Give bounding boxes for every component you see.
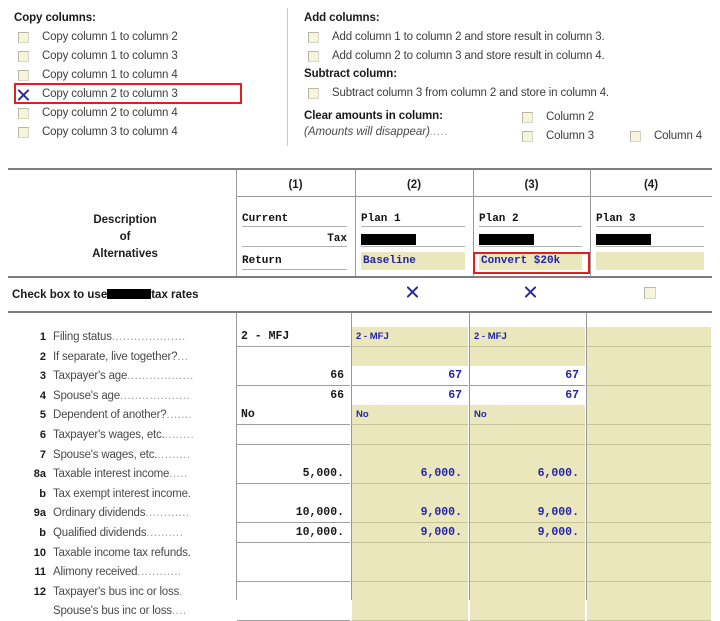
row-label-text-10: Ordinary dividends xyxy=(53,507,146,520)
plan-header-3-line1: Plan 2 xyxy=(479,212,582,227)
cell-value-r8-c2: 6,000. xyxy=(420,467,462,481)
row-label-text-15: Spouse's bus inc or loss xyxy=(53,605,172,618)
row-label-dots-10: ............ xyxy=(145,507,190,520)
cell-value-r1-c3: 2 - MFJ xyxy=(474,331,507,342)
column-number-1: (1) xyxy=(288,179,303,191)
use-tax-rates-label-before: Check box to use xyxy=(12,289,108,301)
row-label-5 xyxy=(53,405,233,425)
copy-column-label-5: Copy column 3 to column 4 xyxy=(42,126,178,138)
row-label-text-5: Dependent of another? xyxy=(53,409,167,422)
row-number-11: b xyxy=(39,527,46,539)
row-label-6 xyxy=(53,425,233,445)
row-label-dots-5: ....... xyxy=(166,409,193,422)
cell-r10-c2[interactable] xyxy=(352,503,468,523)
cell-r13-c3[interactable] xyxy=(470,562,585,582)
row-label-dots-1: .................... xyxy=(111,331,186,343)
cell-value-r4-c3: 67 xyxy=(565,388,579,402)
row-label-text-6: Taxpayer's wages, etc. xyxy=(53,429,165,441)
cell-r4-c3[interactable] xyxy=(470,386,585,406)
table-top-rule xyxy=(8,168,712,170)
cell-r14-c2[interactable] xyxy=(352,582,468,602)
column-number-3: (3) xyxy=(524,179,539,191)
cell-r13-c2[interactable] xyxy=(352,562,468,582)
row-number-3: 3 xyxy=(39,370,46,383)
clear-amounts-title: Clear amounts in column: xyxy=(304,110,443,122)
cell-r10-c1[interactable] xyxy=(237,503,350,523)
clear-column-4-label: Column 4 xyxy=(654,130,703,142)
copy-column-label-1: Copy column 1 to column 3 xyxy=(42,50,178,62)
column-number-rule xyxy=(236,196,712,197)
cell-r5-c3[interactable] xyxy=(470,405,585,425)
row-label-3 xyxy=(53,366,233,386)
cell-r12-c4[interactable] xyxy=(587,543,711,563)
cell-r9-c1[interactable] xyxy=(237,484,350,504)
row-label-dots-8: ..... xyxy=(169,468,188,481)
row-number-12: 10 xyxy=(33,546,46,559)
cell-value-r3-c2: 67 xyxy=(448,369,462,383)
plan-header-4-line2 xyxy=(596,232,704,247)
desc-line-1: Description xyxy=(93,214,157,226)
cell-r5-c4[interactable] xyxy=(587,405,711,425)
row-label-text-3: Taxpayer's age xyxy=(53,370,128,383)
row-label-text-2: If separate, live together? xyxy=(53,350,178,363)
cell-r14-c1[interactable] xyxy=(237,582,350,602)
cell-r5-c2[interactable] xyxy=(352,405,468,425)
plan-header-2-line1: Plan 1 xyxy=(361,212,465,227)
desc-line-2: of xyxy=(119,231,131,243)
row-number-7: 7 xyxy=(39,448,46,461)
cell-r4-c1[interactable] xyxy=(237,386,350,406)
row-label-text-12: Taxable income tax refunds. xyxy=(53,546,191,559)
row-label-text-8: Taxable interest income xyxy=(53,468,170,481)
column-number-4: (4) xyxy=(643,179,659,191)
cell-r14-c3[interactable] xyxy=(470,582,585,602)
redacted-text-bar xyxy=(107,289,151,299)
check-mark-icon-col2 xyxy=(407,286,420,299)
row-label-text-14: Taxpayer's bus inc or loss xyxy=(53,585,180,598)
cell-r8-c4[interactable] xyxy=(587,464,711,484)
check-mark-icon-col3 xyxy=(525,286,538,299)
cell-value-r4-c1: 66 xyxy=(330,388,344,402)
add-column-label-1: Add column 2 to column 3 and store result in column 4. xyxy=(332,50,605,62)
row-number-4: 4 xyxy=(39,389,46,402)
row-number-9: b xyxy=(39,487,46,500)
row-label-text-7: Spouse's wages, etc. xyxy=(53,448,158,461)
row-label-dots-2: ... xyxy=(177,350,189,363)
cell-r11-c2[interactable] xyxy=(352,523,468,543)
plan-header-2-redacted-bar xyxy=(361,234,416,245)
row-number-10: 9a xyxy=(33,507,46,520)
add-column-label-0: Add column 1 to column 2 and store result in column 3. xyxy=(332,31,605,43)
cell-r9-c4[interactable] xyxy=(587,484,711,504)
use-tax-rates-checkbox-col4[interactable] xyxy=(644,285,658,301)
cell-r2-c3[interactable] xyxy=(470,347,585,367)
cell-r4-c2[interactable] xyxy=(352,386,468,406)
row-label-7 xyxy=(53,445,233,465)
plan-header-4-line3[interactable] xyxy=(596,252,704,270)
row-number-1: 1 xyxy=(39,331,46,343)
cell-r1-c2[interactable] xyxy=(352,327,468,347)
cell-value-r10-c2: 9,000. xyxy=(420,506,462,520)
row-number-5: 5 xyxy=(39,409,46,422)
cell-r12-c1[interactable] xyxy=(237,543,350,563)
row-label-dots-14: . xyxy=(179,585,183,598)
subtract-column-label-0: Subtract column 3 from column 2 and store in column 4. xyxy=(332,87,609,99)
row-number-13: 11 xyxy=(34,566,46,579)
cell-value-r1-c1: 2 - MFJ xyxy=(241,330,290,343)
row-label-9 xyxy=(53,484,233,504)
cell-r13-c4[interactable] xyxy=(587,562,711,582)
cell-r8-c1[interactable] xyxy=(237,464,350,484)
cell-value-r4-c2: 67 xyxy=(448,388,462,402)
cell-r10-c4[interactable] xyxy=(587,503,711,523)
cell-r3-c3[interactable] xyxy=(470,366,585,386)
cell-value-r3-c3: 67 xyxy=(565,369,579,383)
cell-r6-c1[interactable] xyxy=(237,425,350,445)
cell-r9-c3[interactable] xyxy=(470,484,585,504)
plan-header-2-line3[interactable]: Baseline xyxy=(361,252,465,270)
cell-r7-c1[interactable] xyxy=(237,445,350,465)
row-label-text-1: Filing status xyxy=(53,331,112,343)
copy-column-label-2: Copy column 1 to column 4 xyxy=(42,69,178,81)
row-label-text-11: Qualified dividends xyxy=(53,527,147,539)
plan-header-2-line2 xyxy=(361,232,465,247)
cell-value-r11-c1: 10,000. xyxy=(295,526,344,539)
row-label-1 xyxy=(53,327,233,347)
cell-value-r10-c3: 9,000. xyxy=(537,506,579,520)
checkbox-row-bottom-rule xyxy=(8,311,712,313)
cell-r8-c3[interactable] xyxy=(470,464,585,484)
cell-r14-c4[interactable] xyxy=(587,582,711,602)
use-tax-rates-label xyxy=(12,288,199,302)
copy-columns-title: Copy columns: xyxy=(14,12,96,24)
cell-r11-c3[interactable] xyxy=(470,523,585,543)
add-columns-title: Add columns: xyxy=(304,12,380,24)
row-label-15 xyxy=(53,601,233,621)
cell-r11-c1[interactable] xyxy=(237,523,350,543)
plan-header-3-redacted-bar xyxy=(479,234,534,245)
plan-header-4-redacted-bar xyxy=(596,234,651,245)
cell-value-r5-c3: No xyxy=(474,409,487,421)
cell-r12-c3[interactable] xyxy=(470,543,585,563)
cell-value-r8-c1: 5,000. xyxy=(302,467,344,481)
cell-r6-c3[interactable] xyxy=(470,425,585,445)
cell-r15-c3[interactable] xyxy=(470,601,585,621)
cell-r7-c4[interactable] xyxy=(587,445,711,465)
cell-r3-c4[interactable] xyxy=(587,366,711,386)
row-label-2 xyxy=(53,347,233,367)
cell-r3-c1[interactable] xyxy=(237,366,350,386)
cell-r7-c2[interactable] xyxy=(352,445,468,465)
row-label-14 xyxy=(53,582,233,602)
cell-r8-c2[interactable] xyxy=(352,464,468,484)
row-label-dots-15: .... xyxy=(171,605,187,618)
cell-value-r11-c2: 9,000. xyxy=(420,526,462,539)
table-header-bottom-rule xyxy=(8,276,712,278)
row-label-dots-4: ................... xyxy=(119,389,191,402)
cell-r1-c1[interactable] xyxy=(237,327,350,347)
row-label-text-4: Spouse's age xyxy=(53,389,120,402)
column-number-2: (2) xyxy=(406,179,422,191)
cell-r3-c2[interactable] xyxy=(352,366,468,386)
plan-header-3-line2 xyxy=(479,232,582,247)
cell-r2-c4[interactable] xyxy=(587,347,711,367)
row-label-4 xyxy=(53,386,233,406)
cell-value-r5-c1: No xyxy=(241,408,255,422)
row-number-2: 2 xyxy=(39,350,46,363)
cell-value-r8-c3: 6,000. xyxy=(537,467,579,481)
row-label-dots-7: ......... xyxy=(157,448,191,461)
plan-header-3-line3[interactable]: Convert $20k xyxy=(479,252,582,270)
clear-amounts-note-text: (Amounts will disappear) xyxy=(304,126,430,138)
cell-r13-c1[interactable] xyxy=(237,562,350,582)
row-number-6: 6 xyxy=(39,429,46,441)
cell-r15-c2[interactable] xyxy=(352,601,468,621)
copy-column-label-3: Copy column 2 to column 3 xyxy=(42,88,178,100)
plan-header-1-line2: Tax xyxy=(242,232,347,247)
cell-r1-c3[interactable] xyxy=(470,327,585,347)
cell-r10-c3[interactable] xyxy=(470,503,585,523)
cell-value-r1-c2: 2 - MFJ xyxy=(356,331,389,342)
cell-r15-c4[interactable] xyxy=(587,601,711,621)
desc-line-3: Alternatives xyxy=(92,248,158,260)
row-label-8 xyxy=(53,464,233,484)
row-label-text-9: Tax exempt interest income. xyxy=(53,487,191,500)
row-number-8: 8a xyxy=(33,468,46,481)
cell-value-r5-c2: No xyxy=(356,409,369,421)
row-label-text-13: Alimony received xyxy=(53,566,138,579)
cell-r1-c4[interactable] xyxy=(587,327,711,347)
clear-amounts-note-dots: ..... xyxy=(429,126,449,138)
row-label-13 xyxy=(53,562,233,582)
row-label-dots-6: ........ xyxy=(164,429,195,441)
row-label-dots-13: ............ xyxy=(137,566,182,579)
use-tax-rates-checkbox-col2[interactable] xyxy=(407,285,421,301)
cell-r2-c1[interactable] xyxy=(237,347,350,367)
clear-column-3-label: Column 3 xyxy=(546,130,595,142)
clear-column-2-label: Column 2 xyxy=(546,111,595,123)
subtract-column-title: Subtract column: xyxy=(304,68,397,80)
use-tax-rates-checkbox-col3[interactable] xyxy=(525,285,539,301)
cell-r6-c4[interactable] xyxy=(587,425,711,445)
cell-r7-c3[interactable] xyxy=(470,445,585,465)
cell-r6-c2[interactable] xyxy=(352,425,468,445)
cell-value-r10-c1: 10,000. xyxy=(295,506,344,520)
cell-r9-c2[interactable] xyxy=(352,484,468,504)
row-label-12 xyxy=(53,543,233,563)
row-label-11 xyxy=(53,523,233,543)
row-number-14: 12 xyxy=(33,585,46,598)
cell-r11-c4[interactable] xyxy=(587,523,711,543)
cell-r15-c1[interactable] xyxy=(237,601,350,621)
cell-value-r3-c1: 66 xyxy=(330,369,344,383)
plan-header-1-line1: Current xyxy=(242,212,347,227)
cell-value-r11-c3: 9,000. xyxy=(537,526,579,539)
row-label-10 xyxy=(53,503,233,523)
description-of-alternatives-heading xyxy=(14,212,236,263)
cell-r12-c2[interactable] xyxy=(352,543,468,563)
copy-column-label-0: Copy column 1 to column 2 xyxy=(42,31,178,43)
copy-column-label-4: Copy column 2 to column 4 xyxy=(42,107,178,119)
empty-checkbox-col4 xyxy=(644,287,656,299)
cell-r5-c1[interactable] xyxy=(237,405,350,425)
plan-header-1-line3[interactable]: Return xyxy=(242,252,347,270)
row-label-dots-3: .................. xyxy=(127,370,194,383)
cell-r2-c2[interactable] xyxy=(352,347,468,367)
use-tax-rates-label-after: tax rates xyxy=(151,289,199,301)
plan-header-4-line1: Plan 3 xyxy=(596,212,704,227)
cell-r4-c4[interactable] xyxy=(587,386,711,406)
row-label-dots-11: .......... xyxy=(146,527,184,539)
